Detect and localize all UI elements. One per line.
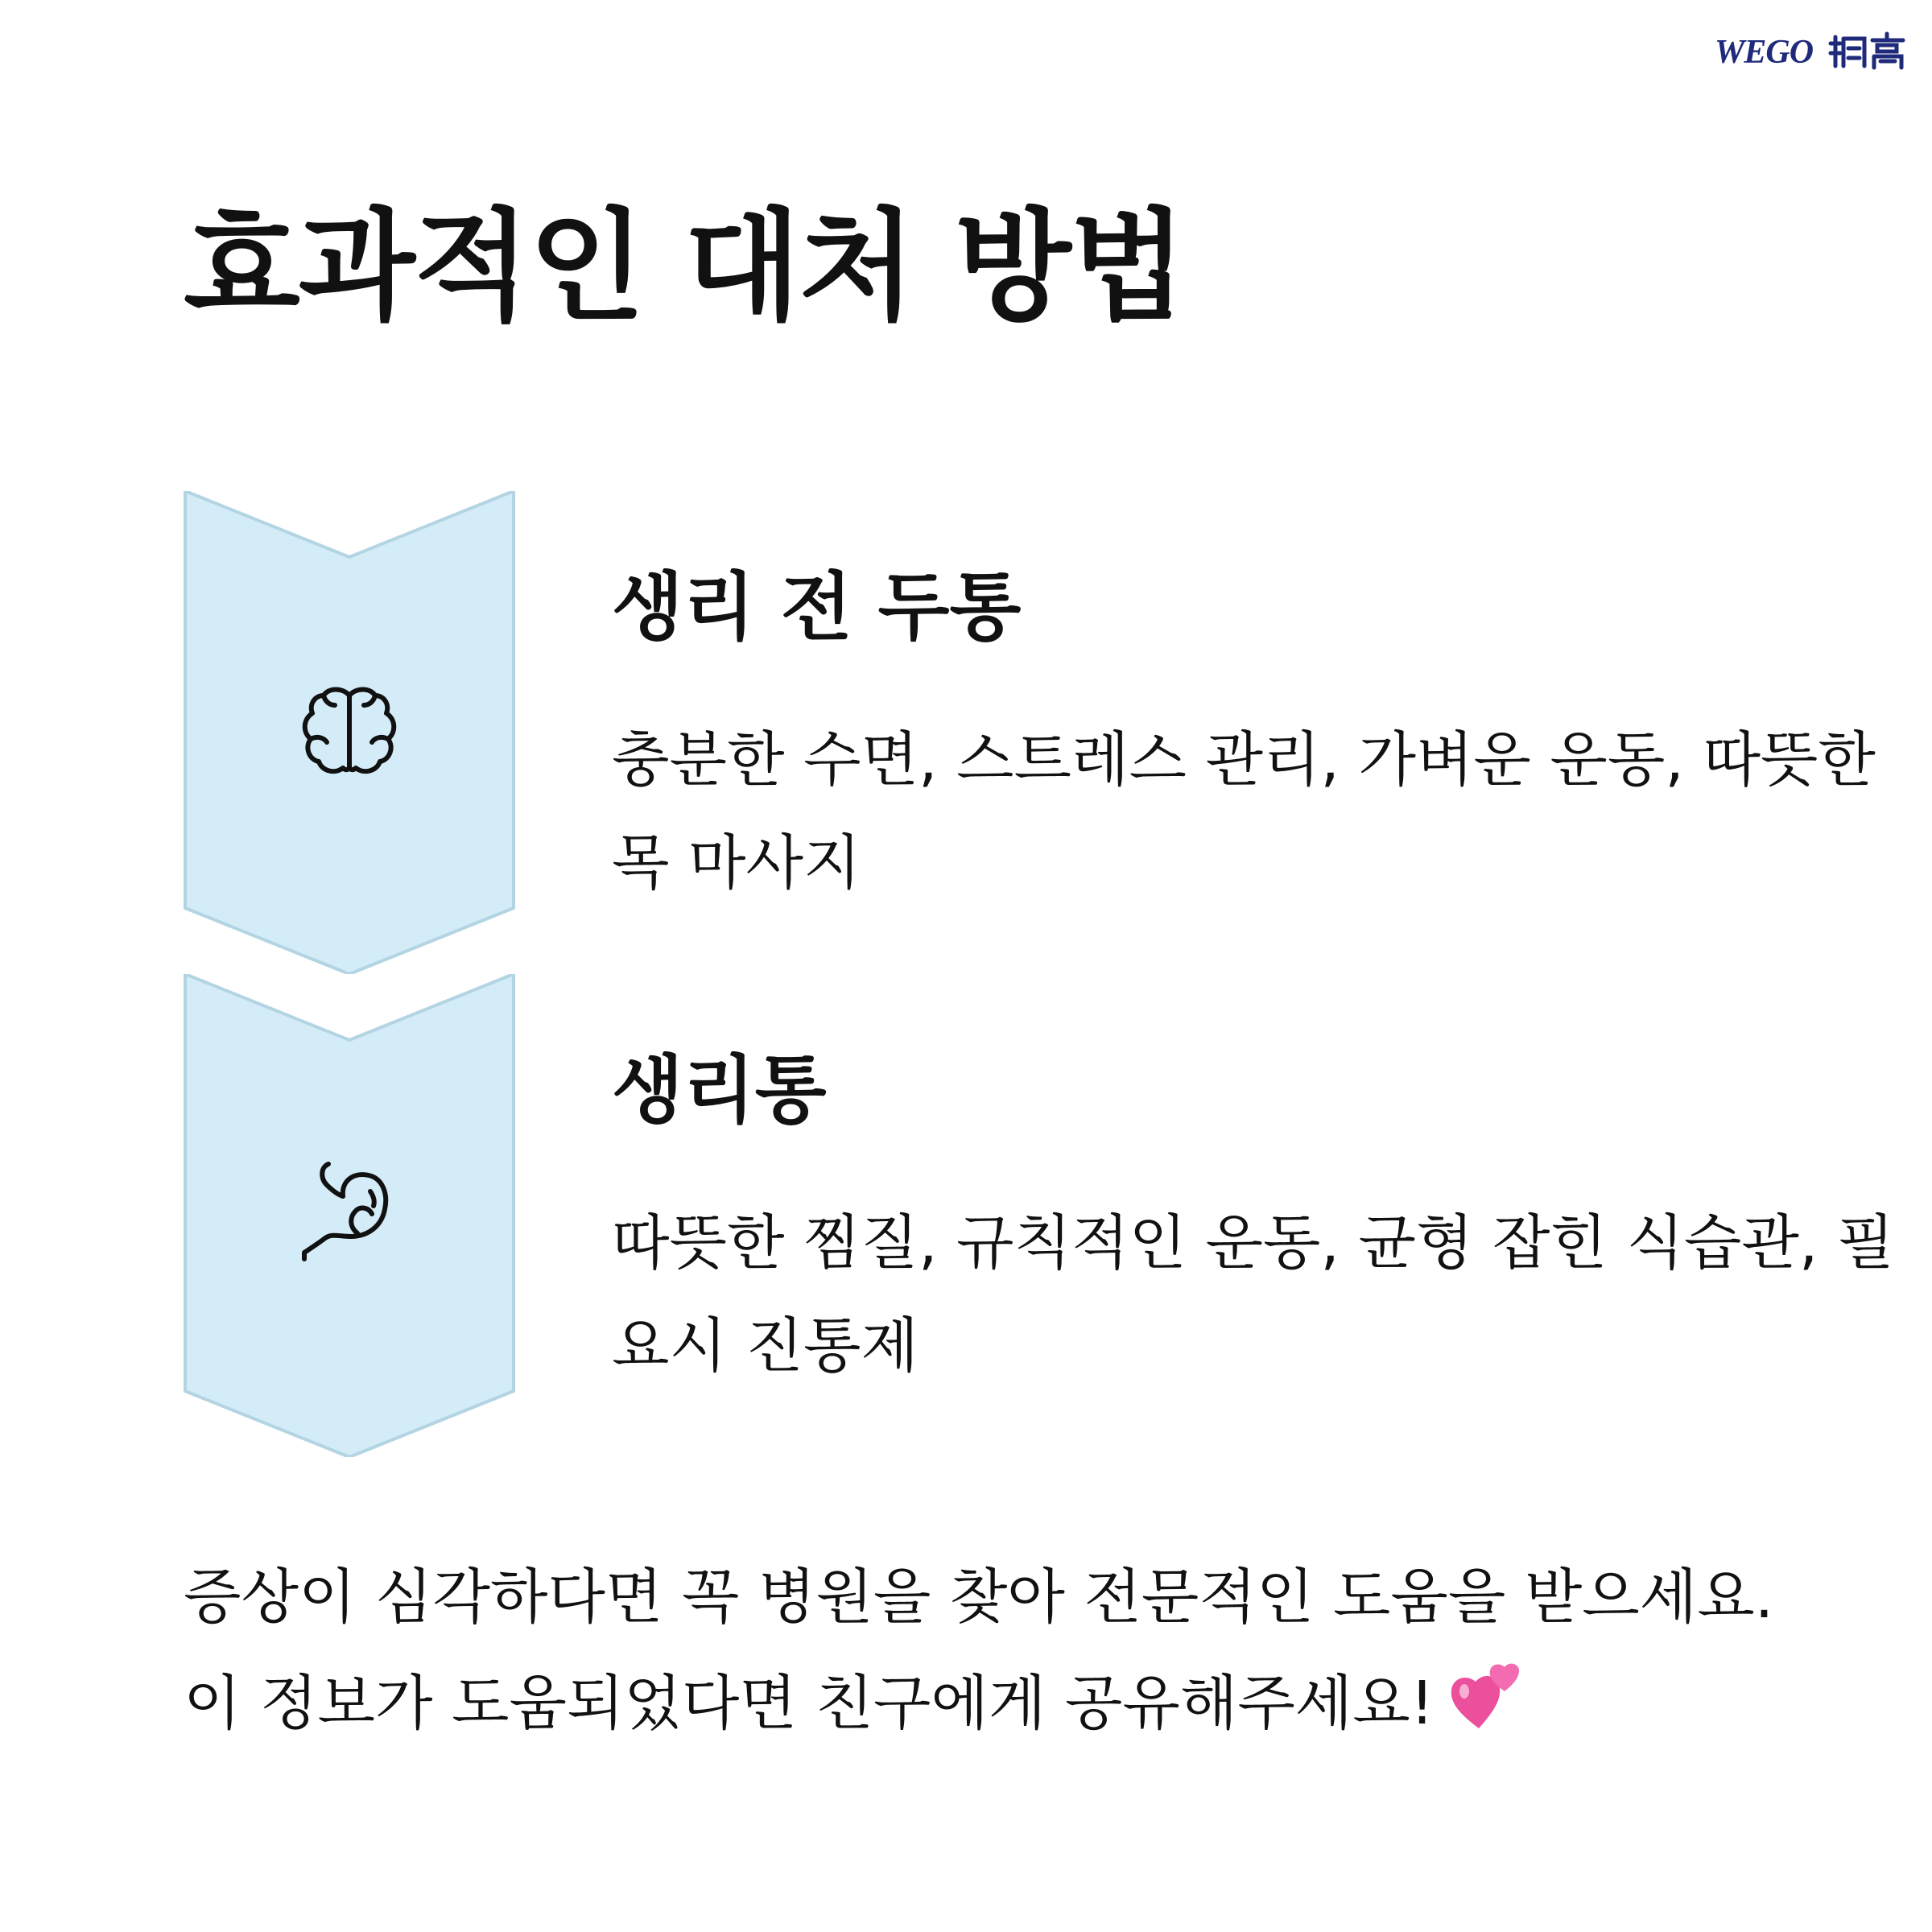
footer-note-text: 증상이 심각하다면 꼭 병원을 찾아 전문적인 도움을 받으세요. 이 정보가 도움되었다면 친구에게 공유해주세요! (184, 1563, 1774, 1738)
step-title: 생리 전 두통 (612, 564, 1022, 650)
step-menstrual-cramps (184, 974, 1895, 1457)
footer-note (184, 1544, 1777, 1757)
svg-text:WEGO: WEGO (1715, 34, 1814, 71)
brain-icon (293, 676, 406, 789)
step-description: 따뜻한 찜질, 규칙적인 운동, 균형 잡힌 식습관, 필요시 진통제 (612, 1208, 1895, 1381)
stomach-icon (293, 1159, 406, 1272)
two-hearts-icon (1448, 1659, 1525, 1732)
step-premenstrual-headache (184, 491, 1876, 974)
wego-logo (1715, 27, 1908, 72)
step-description: 충분한 수면, 스트레스 관리, 가벼운 운동, 따뜻한 목 마사지 (612, 725, 1876, 898)
step-title: 생리통 (612, 1047, 827, 1133)
page-title: 효과적인 대처 방법 (184, 197, 1185, 337)
